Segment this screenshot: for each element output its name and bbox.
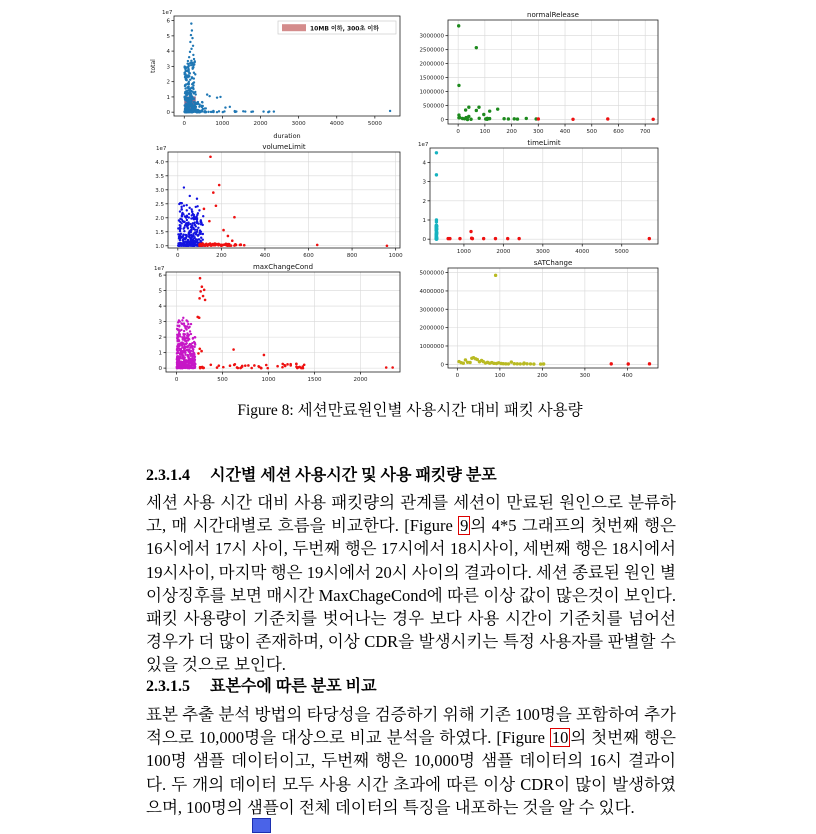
svg-text:normalRelease: normalRelease [527, 11, 579, 19]
scatter-plot-maxchangecond [148, 262, 406, 386]
section-heading-2315 [146, 673, 676, 696]
svg-text:1: 1 [158, 350, 162, 357]
svg-text:volumeLimit: volumeLimit [262, 143, 306, 151]
svg-text:3: 3 [422, 179, 426, 186]
svg-text:500: 500 [586, 129, 597, 135]
svg-text:400: 400 [259, 253, 271, 259]
scatter-plot-duration-total [148, 6, 406, 142]
svg-text:1e7: 1e7 [156, 146, 167, 152]
svg-text:0: 0 [440, 117, 444, 124]
svg-text:4000: 4000 [329, 121, 344, 127]
svg-text:1: 1 [422, 218, 426, 224]
svg-text:4000: 4000 [575, 249, 590, 255]
svg-text:300: 300 [533, 129, 544, 135]
svg-text:2000: 2000 [496, 249, 511, 255]
section-paragraph-2315 [146, 703, 676, 819]
svg-text:400: 400 [622, 373, 633, 379]
svg-text:10MB 이하, 300초 이하: 10MB 이하, 300초 이하 [310, 25, 379, 33]
svg-text:0: 0 [166, 110, 170, 117]
paragraph-text: 세션 사용 시간 대비 사용 패킷량의 관계를 세션이 만료된 원인으로 분류하고, 매 시간대별로 흐름을 비교한다. [Figure [146, 493, 676, 536]
svg-text:500000: 500000 [423, 103, 444, 110]
scatter-plot-normalrelease [412, 10, 664, 138]
svg-text:0: 0 [176, 253, 180, 259]
figure-caption: Figure 8: 세션만료원인별 사용시간 대비 패킷 사용량 [237, 402, 583, 419]
svg-text:6: 6 [166, 18, 170, 25]
svg-text:1000000: 1000000 [419, 89, 444, 96]
svg-text:3000: 3000 [535, 249, 550, 255]
svg-text:5000: 5000 [614, 249, 629, 255]
svg-text:4: 4 [422, 160, 426, 167]
svg-text:500: 500 [217, 377, 228, 383]
paragraph-text: 의 4*5 그래프의 첫번째 행은 16시에서 17시 사이, 두번째 행은 17시에서 18시사이, 세번째 행은 18시에서 19시사이, 마지막 행은 19시에서 20시 사이의 결과이다. 세션 종료된 원인 별 이상징후를 보면 매시간 MaxChageCond에 따른 이상 값이 많은것이 보인다. 패킷 사용량이 기준치를 벗어나는 경우 보다 사용 시간이 기준치를 넘어선 경우가 더 많이 존재하며, 이상 CDR을 발생시키는 특정 사용자를 판별할 수 있을 것으로 보인다. [146, 516, 676, 675]
svg-text:1000: 1000 [215, 121, 230, 127]
scatter-plot-timelimit [412, 138, 664, 258]
svg-text:2: 2 [422, 198, 426, 205]
section-number: 2.3.1.4 [146, 467, 190, 484]
svg-text:0: 0 [182, 121, 187, 127]
svg-text:6: 6 [158, 273, 162, 280]
svg-text:1000: 1000 [388, 253, 403, 259]
svg-text:3.5: 3.5 [155, 173, 164, 180]
svg-text:2.0: 2.0 [155, 215, 164, 222]
svg-text:2000: 2000 [253, 121, 268, 127]
svg-text:2: 2 [166, 79, 170, 86]
figure-left-column [148, 6, 406, 386]
svg-text:4000000: 4000000 [419, 288, 444, 295]
svg-text:2000: 2000 [353, 377, 368, 383]
svg-text:600: 600 [613, 129, 624, 135]
section-paragraph-2314 [146, 491, 676, 677]
svg-text:0: 0 [158, 366, 162, 373]
svg-text:100: 100 [479, 129, 491, 135]
svg-text:200: 200 [537, 373, 548, 379]
svg-text:0: 0 [456, 129, 460, 135]
svg-text:timeLimit: timeLimit [527, 139, 561, 147]
figure-right-column [412, 10, 664, 382]
svg-text:4: 4 [158, 304, 162, 311]
svg-text:3: 3 [158, 319, 162, 326]
svg-text:2: 2 [158, 335, 162, 342]
svg-text:1: 1 [166, 94, 170, 101]
figure-ref-link[interactable]: 9 [460, 516, 469, 536]
svg-text:5000: 5000 [367, 121, 382, 127]
svg-text:sATChange: sATChange [533, 259, 573, 267]
svg-text:3.0: 3.0 [155, 187, 164, 194]
svg-text:3000000: 3000000 [419, 307, 444, 314]
svg-text:800: 800 [346, 253, 358, 259]
paragraph-text: 의 첫번째 행은 100명 샘플 데이터이고, 두번째 행은 10,000명 샘플 데이터의 16시 결과이다. 두 개의 데이터 모두 사용 시간 초과에 따른 이상 CDR이 많이 발생하였으며, 100명의 샘플이 전체 데이터의 특징을 내포하는 것을 알 수 있다. [146, 728, 676, 817]
svg-text:2000000: 2000000 [419, 61, 444, 68]
svg-text:4: 4 [166, 49, 170, 56]
svg-text:100: 100 [494, 373, 506, 379]
svg-text:0: 0 [174, 377, 179, 383]
svg-text:1500000: 1500000 [419, 75, 444, 82]
svg-text:1000000: 1000000 [419, 343, 444, 350]
svg-text:5000000: 5000000 [419, 270, 444, 277]
svg-text:700: 700 [639, 129, 651, 135]
section-heading-2314 [146, 462, 676, 485]
svg-text:3000000: 3000000 [419, 33, 444, 40]
svg-text:3: 3 [166, 64, 170, 71]
svg-text:1500: 1500 [307, 377, 322, 383]
svg-text:total: total [150, 59, 157, 73]
svg-text:2.5: 2.5 [155, 201, 164, 208]
svg-text:300: 300 [579, 373, 591, 379]
svg-text:0: 0 [455, 373, 460, 379]
svg-text:200: 200 [506, 129, 517, 135]
svg-text:maxChangeCond: maxChangeCond [252, 263, 314, 271]
svg-text:2500000: 2500000 [419, 47, 444, 54]
svg-text:3000: 3000 [291, 121, 306, 127]
svg-text:600: 600 [303, 253, 314, 259]
section-title: 표본수에 따른 분포 비교 [210, 678, 377, 695]
svg-text:400: 400 [559, 129, 571, 135]
page-number-link-box[interactable] [252, 818, 271, 833]
svg-text:1e7: 1e7 [418, 142, 429, 148]
svg-text:2000000: 2000000 [419, 325, 444, 332]
svg-text:0: 0 [440, 362, 444, 369]
svg-text:1000: 1000 [261, 377, 276, 383]
svg-text:4.0: 4.0 [155, 159, 164, 166]
scatter-plot-volumelimit [148, 142, 406, 262]
section-number: 2.3.1.5 [146, 678, 190, 695]
svg-text:1e7: 1e7 [154, 266, 165, 272]
svg-text:1.0: 1.0 [155, 243, 164, 250]
svg-text:5: 5 [158, 288, 162, 295]
svg-text:200: 200 [216, 253, 227, 259]
svg-text:duration: duration [273, 132, 301, 140]
figure-ref-link[interactable]: 10 [551, 728, 569, 748]
svg-text:1000: 1000 [456, 249, 471, 255]
svg-text:5: 5 [166, 33, 170, 40]
svg-text:1e7: 1e7 [162, 10, 173, 16]
svg-text:0: 0 [422, 237, 426, 244]
scatter-plot-satchange [412, 258, 664, 382]
section-title: 시간별 세션 사용시간 및 사용 패킷량 분포 [210, 467, 497, 484]
svg-text:1.5: 1.5 [155, 229, 164, 236]
paragraph-text: 표본 추출 분석 방법의 타당성을 검증하기 위해 기존 100명을 포함하여 추가적으로 10,000명을 대상으로 비교 분석을 하였다. [Figure [146, 705, 676, 748]
